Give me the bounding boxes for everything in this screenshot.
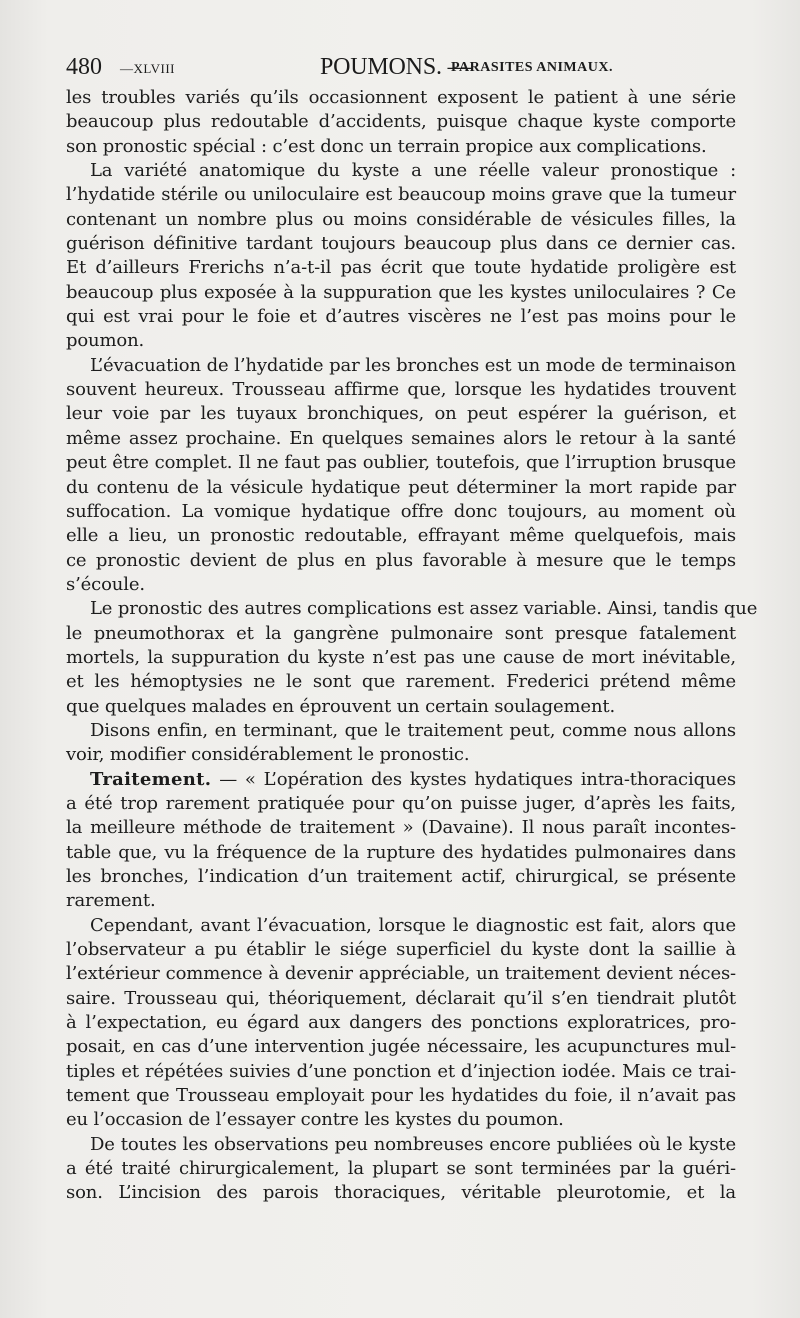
text-line: eu l’occasion de l’essayer contre les kystes du poumon. [66, 1109, 564, 1131]
text-line: ce pronostic devient de plus en plus favorable à mesure que le temps [66, 549, 736, 571]
text-line: Cependant, avant l’évacuation, lorsque le diagnostic est fait, alors que [90, 914, 736, 936]
text-line: son. L’incision des parois thoraciques, véritable pleurotomie, et la [66, 1182, 736, 1204]
section-keyword: Traitement. [90, 768, 212, 790]
text-line: à l’expectation, eu égard aux dangers des ponctions exploratrices, pro- [66, 1012, 736, 1034]
text-line: suffocation. La vomique hydatique offre donc toujours, au moment où [66, 500, 736, 522]
text-line: leur voie par les tuyaux bronchiques, on peut espérer la guérison, et [66, 403, 736, 425]
text-line: posait, en cas d’une intervention jugée nécessaire, les acupunctures mul- [66, 1036, 736, 1058]
text-line: De toutes les observations peu nombreuses encore publiées où le kyste [90, 1133, 736, 1155]
text-line: l’extérieur commence à devenir appréciable, un traitement devient néces- [66, 963, 736, 985]
text-line: tement que Trousseau employait pour les hydatides du foie, il n’avait pas [66, 1085, 736, 1107]
text-line: voir, modifier considérablement le pronostic. [66, 744, 470, 766]
running-header [66, 50, 746, 86]
text-line-content: — « L’opération des kystes hydatiques intra-thoraciques [219, 768, 736, 790]
text-line: que quelques malades en éprouvent un certain soulagement. [66, 695, 616, 717]
text-line: mortels, la suppuration du kyste n’est pas une cause de mort inévitable, [66, 646, 736, 668]
text-line: a été trop rarement pratiquée pour qu’on puisse juger, d’après les faits, [66, 792, 736, 814]
text-line: tiples et répétées suivies d’une ponction et d’injection iodée. Mais ce trai- [66, 1060, 736, 1082]
text-line: souvent heureux. Trousseau affirme que, lorsque les hydatides trouvent [66, 379, 736, 401]
text-line: les troubles variés qu’ils occasionnent exposent le patient à une série [66, 87, 736, 108]
text-line: l’observateur a pu établir le siége superficiel du kyste dont la saillie à [66, 939, 736, 961]
page-number: 480 [66, 54, 102, 80]
text-line: Le pronostic des autres complications est assez variable. Ainsi, tandis que [90, 598, 758, 620]
text-line: son pronostic spécial : c’est donc un terrain propice aux complications. [66, 135, 707, 157]
text-line [66, 768, 736, 792]
text-line: la meilleure méthode de traitement » (Davaine). Il nous paraît incontes- [66, 817, 736, 839]
text-line: s’écoule. [66, 573, 145, 595]
text-line: table que, vu la fréquence de la rupture des hydatides pulmonaires dans [66, 841, 736, 863]
text-line: La variété anatomique du kyste a une réelle valeur pronostique : [90, 160, 736, 182]
running-title: POUMONS. — [320, 54, 472, 80]
text-line: a été traité chirurgicalement, la plupart se sont terminées par la guéri- [66, 1158, 736, 1180]
text-line: Disons enfin, en terminant, que le traitement peut, comme nous allons [90, 719, 736, 741]
text-line: l’hydatide stérile ou uniloculaire est beaucoup moins grave que la tumeur [66, 184, 736, 206]
text-line: elle a lieu, un pronostic redoutable, effrayant même quelquefois, mais [66, 525, 736, 547]
text-line: Et d’ailleurs Frerichs n’a-t-il pas écrit que toute hydatide proligère est [66, 257, 736, 279]
running-subtitle: PARASITES ANIMAUX. [451, 60, 613, 75]
text-line: beaucoup plus exposée à la suppuration que les kystes uniloculaires ? Ce [66, 281, 736, 303]
text-line: saire. Trousseau qui, théoriquement, déclarait qu’il s’en tiendrait plutôt [66, 987, 736, 1009]
text-line: les bronches, l’indication d’un traitement actif, chirurgical, se présente [66, 866, 736, 887]
signature-mark: —XLVIII [120, 61, 176, 76]
text-line: et les hémoptysies ne le sont que rarement. Frederici prétend même [66, 671, 736, 693]
text-line: guérison définitive tardant toujours beaucoup plus dans ce dernier cas. [66, 233, 736, 255]
body-text [66, 86, 758, 1206]
text-line: beaucoup plus redoutable d’accidents, puisque chaque kyste comporte [66, 111, 736, 133]
text-line: rarement. [66, 890, 156, 912]
text-line: qui est vrai pour le foie et d’autres viscères ne l’est pas moins pour le [66, 306, 736, 328]
text-line: même assez prochaine. En quelques semaines alors le retour à la santé [66, 427, 736, 449]
text-line: contenant un nombre plus ou moins considérable de vésicules filles, la [66, 208, 736, 230]
text-line: peut être complet. Il ne faut pas oublier, toutefois, que l’irruption brusque [66, 452, 736, 474]
text-line: poumon. [66, 330, 145, 352]
text-line: le pneumothorax et la gangrène pulmonaire sont presque fatalement [66, 622, 736, 644]
text-line: du contenu de la vésicule hydatique peut déterminer la mort rapide par [66, 476, 736, 498]
text-line: L’évacuation de l’hydatide par les bronches est un mode de terminaison [90, 354, 736, 376]
